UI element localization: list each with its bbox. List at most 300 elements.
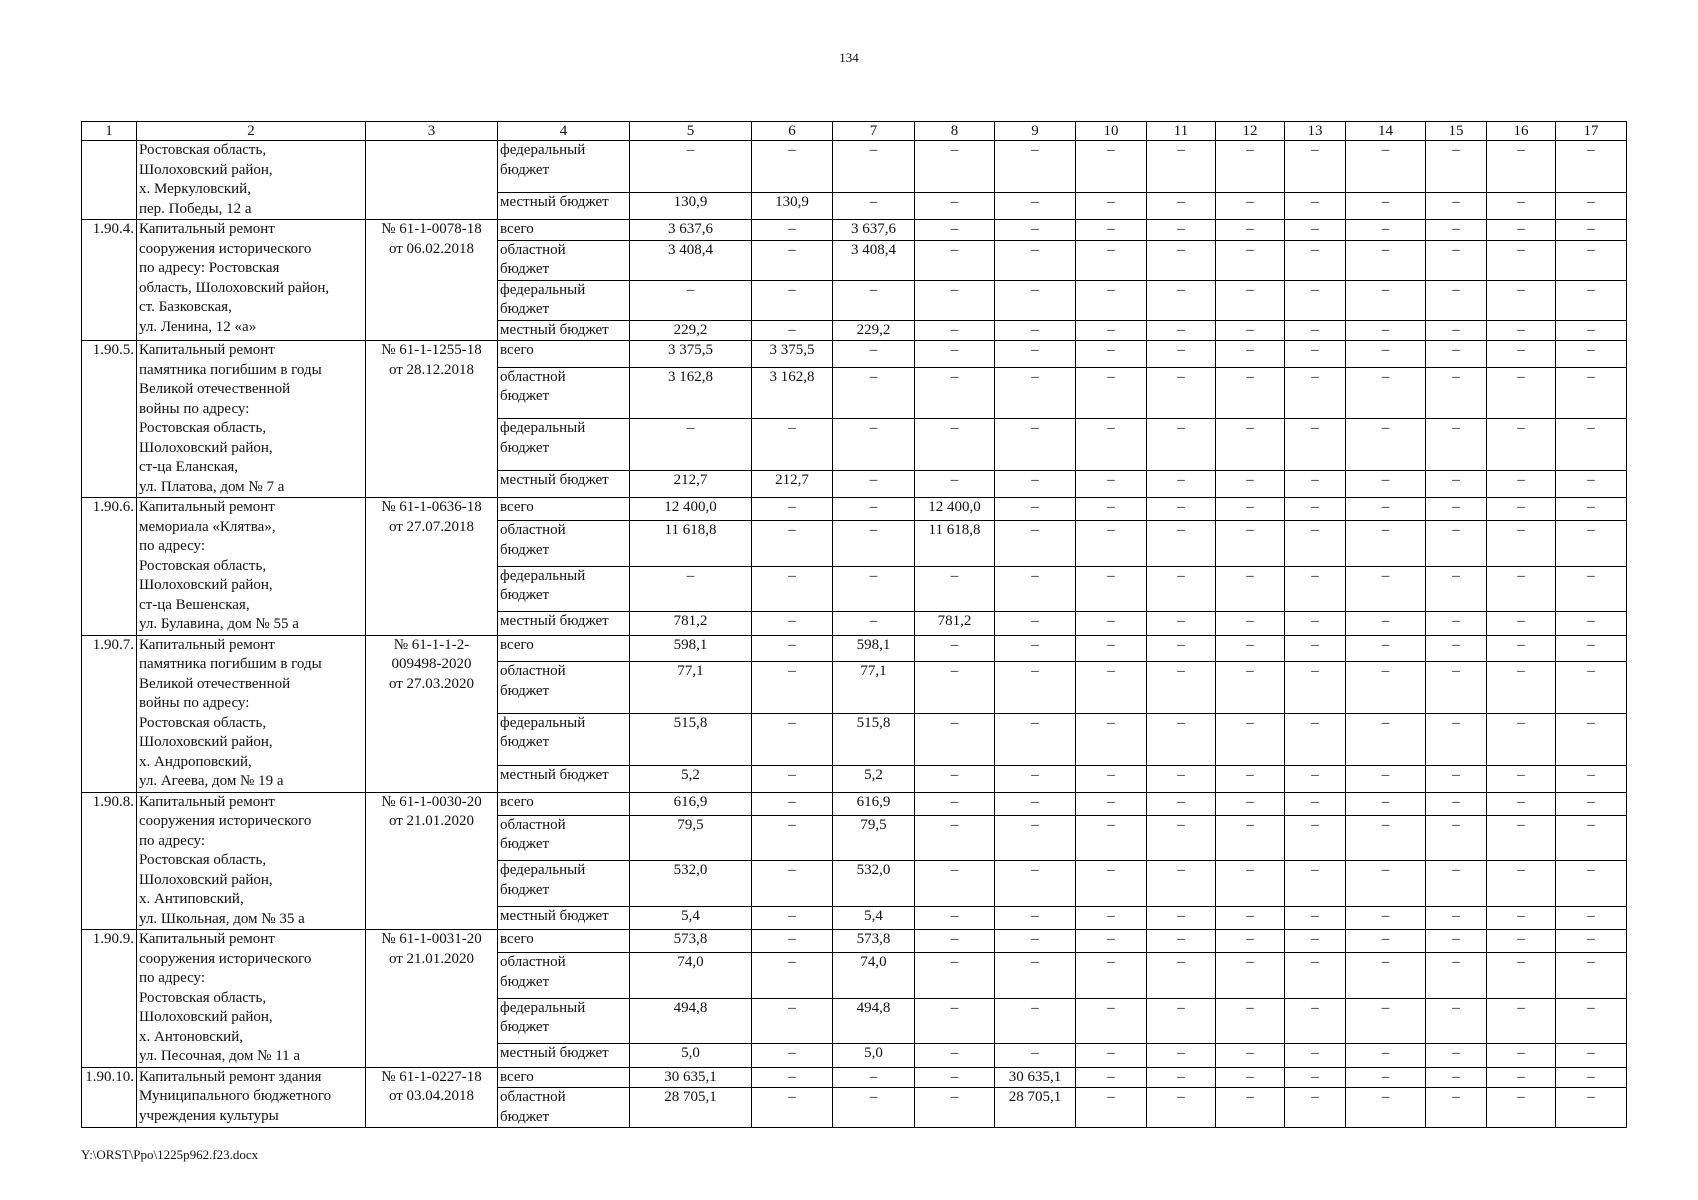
amount-cell: – — [1487, 792, 1556, 815]
amount-cell: – — [1285, 1088, 1346, 1128]
amount-cell: – — [915, 320, 995, 341]
table-row — [82, 635, 1627, 662]
amount-cell: – — [915, 1044, 995, 1067]
column-number-cell: 7 — [833, 122, 915, 141]
amount-cell: – — [1216, 765, 1285, 792]
column-number-cell: 11 — [1147, 122, 1216, 141]
amount-cell: – — [1076, 240, 1147, 280]
amount-cell: – — [1346, 341, 1426, 368]
table-row — [82, 1067, 1627, 1088]
amount-cell: – — [1346, 240, 1426, 280]
amount-cell: – — [1216, 1088, 1285, 1128]
amount-cell: 229,2 — [630, 320, 752, 341]
amount-cell: – — [1346, 930, 1426, 953]
amount-cell: – — [1216, 713, 1285, 765]
amount-cell: – — [1556, 320, 1627, 341]
funding-source-cell: федеральный бюджет — [498, 998, 630, 1043]
amount-cell: – — [1285, 906, 1346, 929]
amount-cell: – — [995, 141, 1076, 193]
amount-cell: – — [1556, 367, 1627, 419]
amount-cell: – — [752, 566, 833, 611]
amount-cell: – — [752, 765, 833, 792]
amount-cell: – — [630, 419, 752, 471]
funding-source-cell: федеральный бюджет — [498, 861, 630, 906]
amount-cell: – — [1556, 193, 1627, 220]
amount-cell: 30 635,1 — [995, 1067, 1076, 1088]
amount-cell: – — [1556, 662, 1627, 714]
amount-cell: – — [1147, 280, 1216, 320]
amount-cell: 5,2 — [630, 765, 752, 792]
amount-cell: – — [1147, 713, 1216, 765]
amount-cell: – — [1426, 713, 1487, 765]
amount-cell: – — [915, 815, 995, 860]
amount-cell: – — [1216, 792, 1285, 815]
amount-cell: – — [1346, 1088, 1426, 1128]
amount-cell: – — [1147, 815, 1216, 860]
item-number-cell: 1.90.5. — [82, 341, 137, 498]
amount-cell: – — [1147, 998, 1216, 1043]
amount-cell: – — [752, 280, 833, 320]
amount-cell: – — [1216, 419, 1285, 471]
amount-cell: 28 705,1 — [630, 1088, 752, 1128]
amount-cell: – — [1346, 320, 1426, 341]
amount-cell: – — [1426, 193, 1487, 220]
document-number-cell: № 61-1-0636-18 от 27.07.2018 — [366, 498, 498, 636]
funding-source-cell: местный бюджет — [498, 320, 630, 341]
funding-source-cell: всего — [498, 635, 630, 662]
amount-cell: – — [1076, 471, 1147, 498]
amount-cell: – — [1487, 765, 1556, 792]
amount-cell: 3 408,4 — [833, 240, 915, 280]
amount-cell: – — [1076, 635, 1147, 662]
amount-cell: – — [1346, 998, 1426, 1043]
amount-cell: – — [1216, 635, 1285, 662]
funding-source-cell: местный бюджет — [498, 906, 630, 929]
amount-cell: – — [1076, 280, 1147, 320]
amount-cell: – — [752, 521, 833, 566]
table-row — [82, 141, 1627, 193]
amount-cell: – — [1285, 141, 1346, 193]
amount-cell: – — [1346, 471, 1426, 498]
amount-cell: – — [1556, 861, 1627, 906]
amount-cell: – — [752, 419, 833, 471]
amount-cell: – — [1346, 765, 1426, 792]
amount-cell: – — [915, 240, 995, 280]
amount-cell: – — [1346, 635, 1426, 662]
column-number-cell: 3 — [366, 122, 498, 141]
amount-cell: – — [833, 141, 915, 193]
amount-cell: – — [1147, 521, 1216, 566]
amount-cell: – — [995, 815, 1076, 860]
amount-cell: – — [752, 141, 833, 193]
amount-cell: – — [995, 193, 1076, 220]
amount-cell: – — [1076, 498, 1147, 521]
amount-cell: – — [915, 367, 995, 419]
amount-cell: – — [995, 320, 1076, 341]
amount-cell: 212,7 — [630, 471, 752, 498]
amount-cell: – — [915, 193, 995, 220]
amount-cell: – — [1285, 320, 1346, 341]
page-number: 134 — [839, 50, 859, 65]
amount-cell: – — [1076, 220, 1147, 241]
amount-cell: – — [630, 566, 752, 611]
amount-cell: 5,4 — [833, 906, 915, 929]
amount-cell: 781,2 — [630, 612, 752, 635]
amount-cell: – — [995, 220, 1076, 241]
amount-cell: 30 635,1 — [630, 1067, 752, 1088]
amount-cell: – — [1426, 220, 1487, 241]
amount-cell: – — [1487, 240, 1556, 280]
amount-cell: – — [915, 765, 995, 792]
amount-cell: – — [995, 662, 1076, 714]
amount-cell: – — [1147, 471, 1216, 498]
amount-cell: – — [1346, 498, 1426, 521]
amount-cell: – — [1216, 906, 1285, 929]
amount-cell: – — [915, 635, 995, 662]
amount-cell: – — [1426, 141, 1487, 193]
amount-cell: – — [915, 566, 995, 611]
amount-cell: 573,8 — [833, 930, 915, 953]
amount-cell: – — [995, 367, 1076, 419]
amount-cell: – — [1426, 471, 1487, 498]
amount-cell: – — [1147, 635, 1216, 662]
amount-cell: – — [752, 635, 833, 662]
funding-source-cell: областной бюджет — [498, 953, 630, 998]
amount-cell: – — [833, 471, 915, 498]
amount-cell: – — [833, 1088, 915, 1128]
amount-cell: 11 618,8 — [630, 521, 752, 566]
amount-cell: – — [1076, 906, 1147, 929]
amount-cell: 573,8 — [630, 930, 752, 953]
amount-cell: 494,8 — [630, 998, 752, 1043]
item-description-cell: Капитальный ремонт сооружения исторического по адресу: Ростовская область, Шолоховский район, х. Антоновский, ул. Песочная, дом № 11 а — [137, 930, 366, 1068]
amount-cell: – — [1216, 367, 1285, 419]
funding-source-cell: всего — [498, 930, 630, 953]
column-number-cell: 12 — [1216, 122, 1285, 141]
amount-cell: – — [1556, 220, 1627, 241]
amount-cell: 5,2 — [833, 765, 915, 792]
amount-cell: – — [915, 713, 995, 765]
item-description-cell: Капитальный ремонт сооружения исторического по адресу: Ростовская область, Шолоховский район, ст. Базковская, ул. Ленина, 12 «а» — [137, 220, 366, 341]
amount-cell: – — [1426, 906, 1487, 929]
amount-cell: – — [995, 861, 1076, 906]
document-number-cell: № 61-1-0078-18 от 06.02.2018 — [366, 220, 498, 341]
amount-cell: – — [1487, 521, 1556, 566]
amount-cell: – — [995, 419, 1076, 471]
amount-cell: – — [1147, 1044, 1216, 1067]
amount-cell: – — [915, 220, 995, 241]
amount-cell: – — [1147, 220, 1216, 241]
amount-cell: – — [1285, 765, 1346, 792]
amount-cell: – — [915, 141, 995, 193]
amount-cell: – — [995, 635, 1076, 662]
amount-cell: 781,2 — [915, 612, 995, 635]
amount-cell: 3 162,8 — [630, 367, 752, 419]
amount-cell: 3 375,5 — [752, 341, 833, 368]
amount-cell: – — [752, 498, 833, 521]
amount-cell: – — [915, 280, 995, 320]
amount-cell: – — [1556, 566, 1627, 611]
amount-cell: – — [1285, 635, 1346, 662]
amount-cell: – — [1216, 193, 1285, 220]
amount-cell: – — [1147, 930, 1216, 953]
column-number-row — [82, 122, 1627, 141]
amount-cell: – — [1487, 713, 1556, 765]
amount-cell: – — [1147, 861, 1216, 906]
amount-cell: – — [1426, 1067, 1487, 1088]
amount-cell: – — [752, 792, 833, 815]
amount-cell: – — [1487, 193, 1556, 220]
column-number-cell: 13 — [1285, 122, 1346, 141]
amount-cell: – — [833, 612, 915, 635]
amount-cell: – — [1285, 1067, 1346, 1088]
funding-source-cell: всего — [498, 498, 630, 521]
funding-source-cell: местный бюджет — [498, 765, 630, 792]
amount-cell: – — [833, 1067, 915, 1088]
amount-cell: – — [1426, 1088, 1487, 1128]
amount-cell: – — [1285, 861, 1346, 906]
amount-cell: – — [752, 930, 833, 953]
amount-cell: – — [1487, 498, 1556, 521]
amount-cell: 3 637,6 — [833, 220, 915, 241]
amount-cell: 77,1 — [833, 662, 915, 714]
document-number-cell: № 61-1-1-2- 009498-2020 от 27.03.2020 — [366, 635, 498, 792]
funding-source-cell: областной бюджет — [498, 815, 630, 860]
amount-cell: – — [1426, 498, 1487, 521]
funding-source-cell: федеральный бюджет — [498, 419, 630, 471]
amount-cell: – — [1487, 566, 1556, 611]
amount-cell: – — [1346, 521, 1426, 566]
amount-cell: – — [1426, 930, 1487, 953]
amount-cell: 598,1 — [833, 635, 915, 662]
amount-cell: – — [1426, 566, 1487, 611]
amount-cell: – — [1556, 1088, 1627, 1128]
amount-cell: – — [1147, 906, 1216, 929]
amount-cell: – — [1426, 612, 1487, 635]
amount-cell: – — [1346, 1067, 1426, 1088]
amount-cell: – — [1346, 367, 1426, 419]
amount-cell: – — [752, 612, 833, 635]
amount-cell: – — [752, 662, 833, 714]
amount-cell: – — [1216, 220, 1285, 241]
amount-cell: 79,5 — [630, 815, 752, 860]
amount-cell: – — [1556, 1067, 1627, 1088]
amount-cell: – — [1426, 367, 1487, 419]
amount-cell: – — [1076, 815, 1147, 860]
amount-cell: – — [1556, 280, 1627, 320]
amount-cell: – — [1285, 367, 1346, 419]
amount-cell: – — [1216, 953, 1285, 998]
amount-cell: 229,2 — [833, 320, 915, 341]
amount-cell: – — [1556, 792, 1627, 815]
amount-cell: – — [752, 815, 833, 860]
amount-cell: – — [1556, 341, 1627, 368]
amount-cell: – — [995, 765, 1076, 792]
amount-cell: – — [1216, 240, 1285, 280]
amount-cell: – — [915, 341, 995, 368]
amount-cell: 515,8 — [630, 713, 752, 765]
amount-cell: – — [1346, 220, 1426, 241]
amount-cell: – — [1426, 953, 1487, 998]
amount-cell: – — [1147, 367, 1216, 419]
amount-cell: – — [1556, 240, 1627, 280]
amount-cell: – — [1147, 193, 1216, 220]
amount-cell: 616,9 — [833, 792, 915, 815]
table-row — [82, 498, 1627, 521]
item-description-cell: Капитальный ремонт сооружения исторического по адресу: Ростовская область, Шолоховский район, х. Антиповский, ул. Школьная, дом № 35 а — [137, 792, 366, 930]
amount-cell: – — [1285, 792, 1346, 815]
item-number-cell: 1.90.10. — [82, 1067, 137, 1128]
table-row — [82, 930, 1627, 953]
amount-cell: – — [1216, 521, 1285, 566]
amount-cell: – — [1487, 280, 1556, 320]
amount-cell: – — [1346, 566, 1426, 611]
amount-cell: – — [1216, 1067, 1285, 1088]
amount-cell: – — [1147, 1067, 1216, 1088]
amount-cell: – — [1285, 930, 1346, 953]
amount-cell: – — [1147, 1088, 1216, 1128]
amount-cell: – — [1556, 1044, 1627, 1067]
amount-cell: – — [1346, 419, 1426, 471]
amount-cell: – — [1426, 280, 1487, 320]
amount-cell: – — [1556, 141, 1627, 193]
amount-cell: – — [1147, 792, 1216, 815]
amount-cell: 5,4 — [630, 906, 752, 929]
amount-cell: – — [915, 861, 995, 906]
funding-source-cell: федеральный бюджет — [498, 280, 630, 320]
amount-cell: – — [915, 906, 995, 929]
amount-cell: 5,0 — [630, 1044, 752, 1067]
amount-cell: 28 705,1 — [995, 1088, 1076, 1128]
amount-cell: – — [1426, 792, 1487, 815]
amount-cell: – — [1285, 998, 1346, 1043]
column-number-cell: 16 — [1487, 122, 1556, 141]
funding-source-cell: федеральный бюджет — [498, 566, 630, 611]
amount-cell: – — [1426, 1044, 1487, 1067]
amount-cell: – — [1426, 240, 1487, 280]
document-number-cell: № 61-1-0030-20 от 21.01.2020 — [366, 792, 498, 930]
amount-cell: 130,9 — [752, 193, 833, 220]
amount-cell: – — [1216, 861, 1285, 906]
amount-cell: – — [833, 280, 915, 320]
amount-cell: 494,8 — [833, 998, 915, 1043]
amount-cell: – — [1076, 193, 1147, 220]
amount-cell: – — [1346, 815, 1426, 860]
amount-cell: – — [915, 1088, 995, 1128]
amount-cell: – — [1556, 906, 1627, 929]
amount-cell: – — [1556, 635, 1627, 662]
amount-cell: – — [833, 521, 915, 566]
amount-cell: – — [1487, 320, 1556, 341]
column-number-cell: 2 — [137, 122, 366, 141]
amount-cell: – — [1426, 521, 1487, 566]
column-number-cell: 17 — [1556, 122, 1627, 141]
amount-cell: – — [1285, 713, 1346, 765]
amount-cell: – — [1216, 998, 1285, 1043]
table-row — [82, 220, 1627, 241]
amount-cell: – — [1556, 471, 1627, 498]
amount-cell: – — [1426, 765, 1487, 792]
amount-cell: – — [1216, 141, 1285, 193]
amount-cell: – — [995, 953, 1076, 998]
amount-cell: – — [1076, 792, 1147, 815]
amount-cell: 77,1 — [630, 662, 752, 714]
funding-source-cell: местный бюджет — [498, 1044, 630, 1067]
amount-cell: – — [1147, 341, 1216, 368]
table-row — [82, 341, 1627, 368]
amount-cell: – — [833, 367, 915, 419]
column-number-cell: 10 — [1076, 122, 1147, 141]
budget-table — [81, 121, 1627, 1128]
amount-cell: – — [1556, 930, 1627, 953]
amount-cell: – — [1216, 471, 1285, 498]
funding-source-cell: всего — [498, 341, 630, 368]
amount-cell: – — [1556, 419, 1627, 471]
amount-cell: – — [752, 220, 833, 241]
amount-cell: – — [752, 861, 833, 906]
amount-cell: 12 400,0 — [630, 498, 752, 521]
amount-cell: – — [995, 792, 1076, 815]
amount-cell: – — [1426, 662, 1487, 714]
amount-cell: – — [1285, 662, 1346, 714]
amount-cell: – — [915, 998, 995, 1043]
amount-cell: – — [995, 521, 1076, 566]
amount-cell: – — [1426, 635, 1487, 662]
amount-cell: – — [1285, 220, 1346, 241]
amount-cell: – — [915, 792, 995, 815]
amount-cell: – — [1426, 861, 1487, 906]
amount-cell: – — [630, 141, 752, 193]
amount-cell: – — [995, 906, 1076, 929]
amount-cell: – — [1285, 280, 1346, 320]
amount-cell: – — [1487, 471, 1556, 498]
item-number-cell: 1.90.9. — [82, 930, 137, 1068]
amount-cell: – — [1487, 815, 1556, 860]
amount-cell: – — [1147, 662, 1216, 714]
funding-source-cell: областной бюджет — [498, 662, 630, 714]
amount-cell: – — [1216, 280, 1285, 320]
item-number-cell: 1.90.8. — [82, 792, 137, 930]
item-description-cell: Капитальный ремонт здания Муниципального бюджетного учреждения культуры — [137, 1067, 366, 1128]
item-description-cell: Капитальный ремонт мемориала «Клятва», по адресу: Ростовская область, Шолоховский район, ст-ца Вешенская, ул. Булавина, дом № 55 а — [137, 498, 366, 636]
amount-cell: 130,9 — [630, 193, 752, 220]
amount-cell: – — [1285, 240, 1346, 280]
amount-cell: – — [1285, 953, 1346, 998]
amount-cell: 532,0 — [630, 861, 752, 906]
amount-cell: – — [1076, 765, 1147, 792]
amount-cell: – — [1147, 419, 1216, 471]
document-number-cell: № 61-1-1255-18 от 28.12.2018 — [366, 341, 498, 498]
amount-cell: – — [1426, 419, 1487, 471]
amount-cell: – — [1487, 367, 1556, 419]
amount-cell: – — [752, 713, 833, 765]
amount-cell: – — [1285, 193, 1346, 220]
amount-cell: 616,9 — [630, 792, 752, 815]
column-number-cell: 15 — [1426, 122, 1487, 141]
amount-cell: 11 618,8 — [915, 521, 995, 566]
amount-cell: – — [1216, 662, 1285, 714]
amount-cell: – — [1487, 662, 1556, 714]
amount-cell: – — [995, 280, 1076, 320]
amount-cell: – — [1346, 792, 1426, 815]
amount-cell: – — [915, 471, 995, 498]
item-description-cell: Ростовская область, Шолоховский район, х. Меркуловский, пер. Победы, 12 а — [137, 141, 366, 220]
amount-cell: 74,0 — [630, 953, 752, 998]
amount-cell: – — [833, 566, 915, 611]
amount-cell: – — [752, 320, 833, 341]
amount-cell: – — [1147, 240, 1216, 280]
amount-cell: – — [1076, 566, 1147, 611]
